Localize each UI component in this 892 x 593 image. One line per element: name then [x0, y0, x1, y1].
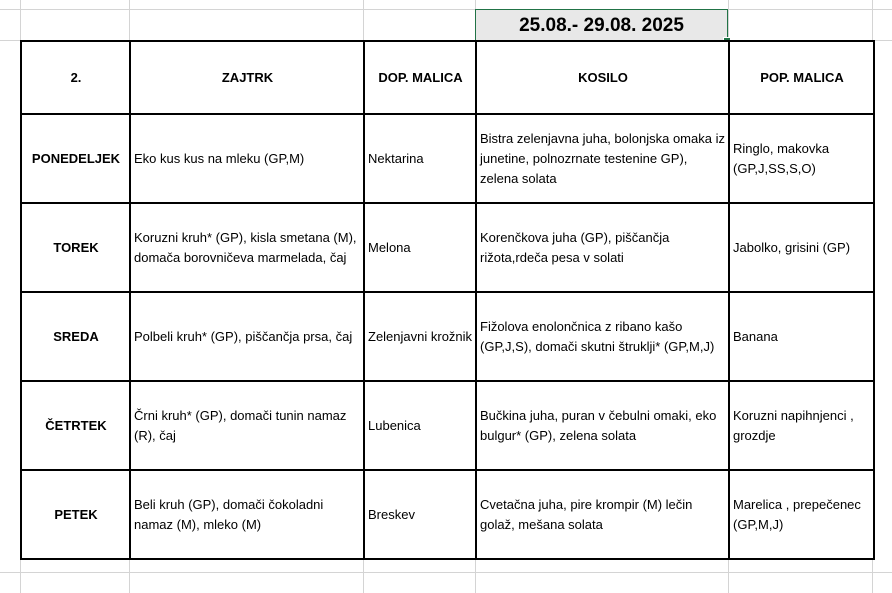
day-cell[interactable]: ČETRTEK: [21, 381, 130, 470]
zajtrk-cell[interactable]: Beli kruh (GP), domači čokoladni namaz (M), mleko (M): [130, 470, 364, 559]
kosilo-cell[interactable]: Korenčkova juha (GP), piščančja rižota,rdeča pesa v solati: [476, 203, 729, 292]
dop-malica-cell[interactable]: Breskev: [364, 470, 476, 559]
pop-malica-cell[interactable]: Banana: [729, 292, 874, 381]
day-cell[interactable]: SREDA: [21, 292, 130, 381]
table-row: [21, 381, 874, 470]
header-row: [21, 41, 874, 114]
table-row: [21, 292, 874, 381]
table-row: [21, 203, 874, 292]
pop-malica-cell[interactable]: Koruzni napihnjenci , grozdje: [729, 381, 874, 470]
header-cell-kosilo[interactable]: KOSILO: [476, 41, 729, 114]
pop-malica-cell[interactable]: Ringlo, makovka (GP,J,SS,S,O): [729, 114, 874, 203]
header-cell-pop-malica[interactable]: POP. MALICA: [729, 41, 874, 114]
dop-malica-cell[interactable]: Nektarina: [364, 114, 476, 203]
table-row: [21, 114, 874, 203]
day-cell[interactable]: TOREK: [21, 203, 130, 292]
pop-malica-cell[interactable]: Jabolko, grisini (GP): [729, 203, 874, 292]
day-cell[interactable]: PETEK: [21, 470, 130, 559]
zajtrk-cell[interactable]: Eko kus kus na mleku (GP,M): [130, 114, 364, 203]
header-cell-dop-malica[interactable]: DOP. MALICA: [364, 41, 476, 114]
kosilo-cell[interactable]: Bistra zelenjavna juha, bolonjska omaka iz junetine, polnozrnate testenine GP), zelena solata: [476, 114, 729, 203]
header-cell-number[interactable]: 2.: [21, 41, 130, 114]
day-cell[interactable]: PONEDELJEK: [21, 114, 130, 203]
pop-malica-cell[interactable]: Marelica , prepečenec (GP,M,J): [729, 470, 874, 559]
weekly-menu-table: [20, 40, 875, 560]
table-row: [21, 470, 874, 559]
kosilo-cell[interactable]: Cvetačna juha, pire krompir (M) lečin golaž, mešana solata: [476, 470, 729, 559]
dop-malica-cell[interactable]: Lubenica: [364, 381, 476, 470]
zajtrk-cell[interactable]: Črni kruh* (GP), domači tunin namaz (R), čaj: [130, 381, 364, 470]
zajtrk-cell[interactable]: Polbeli kruh* (GP), piščančja prsa, čaj: [130, 292, 364, 381]
dop-malica-cell[interactable]: Melona: [364, 203, 476, 292]
date-range-text: 25.08.- 29.08. 2025: [519, 14, 684, 36]
date-range-cell[interactable]: [475, 9, 728, 42]
zajtrk-cell[interactable]: Koruzni kruh* (GP), kisla smetana (M), domača borovničeva marmelada, čaj: [130, 203, 364, 292]
header-cell-zajtrk[interactable]: ZAJTRK: [130, 41, 364, 114]
kosilo-cell[interactable]: Bučkina juha, puran v čebulni omaki, eko bulgur* (GP), zelena solata: [476, 381, 729, 470]
dop-malica-cell[interactable]: Zelenjavni krožnik: [364, 292, 476, 381]
kosilo-cell[interactable]: Fižolova enolončnica z ribano kašo (GP,J,S), domači skutni štruklji* (GP,M,J): [476, 292, 729, 381]
